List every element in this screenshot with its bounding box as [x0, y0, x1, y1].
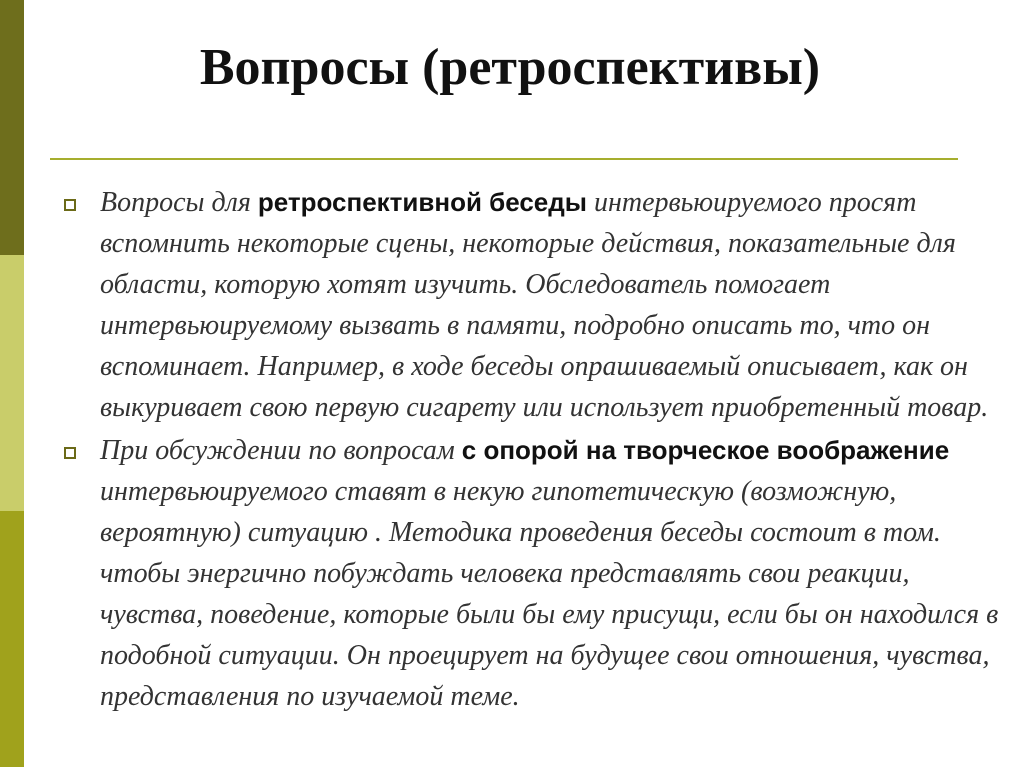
bullet-text-post: интервьюируемого просят вспомнить некоторые сцены, некоторые действия, показательные для области, которую хотят изучить. Обследователь помогает интервьюируемому вызвать в памяти, подробно описать то, что он вспоминает. Например, в ходе беседы опрашиваемый описывает, как он выкуривает свою первую сигарету или использует приобретенный товар. [100, 187, 989, 423]
bullet-text-bold: с опорой на творческое воображение [461, 435, 950, 465]
bullet-text-post: интервьюируемого ставят в некую гипотетическую (возможную, вероятную) ситуацию . Методика проведения беседы состоит в том. чтобы энергично побуждать человека представлять свои реакции, чувства, поведение, которые были бы ему присущи, если бы он находился в подобной ситуации. Он проецирует на будущее свои отношения, чувства, представления по изучаемой теме. [100, 476, 999, 712]
sidebar-segment-mid [0, 511, 24, 767]
bullet-paragraph [100, 430, 1004, 717]
slide-title: Вопросы (ретроспективы) [199, 39, 821, 96]
bullet-paragraph [100, 182, 1004, 428]
bullet-item [64, 430, 1004, 717]
sidebar-segment-light [0, 255, 24, 511]
title-divider [50, 158, 958, 160]
bullet-text-pre: Вопросы для [100, 187, 258, 218]
bullet-item [64, 182, 1004, 428]
bullet-text-bold: ретроспективной беседы [257, 187, 587, 217]
hollow-square-bullet-icon [64, 199, 76, 211]
hollow-square-bullet-icon [64, 447, 76, 459]
decorative-sidebar [0, 0, 24, 767]
bullet-text-pre: При обсуждении по вопросам [100, 435, 462, 466]
bullet-list [64, 182, 1004, 719]
sidebar-segment-dark [0, 0, 24, 255]
